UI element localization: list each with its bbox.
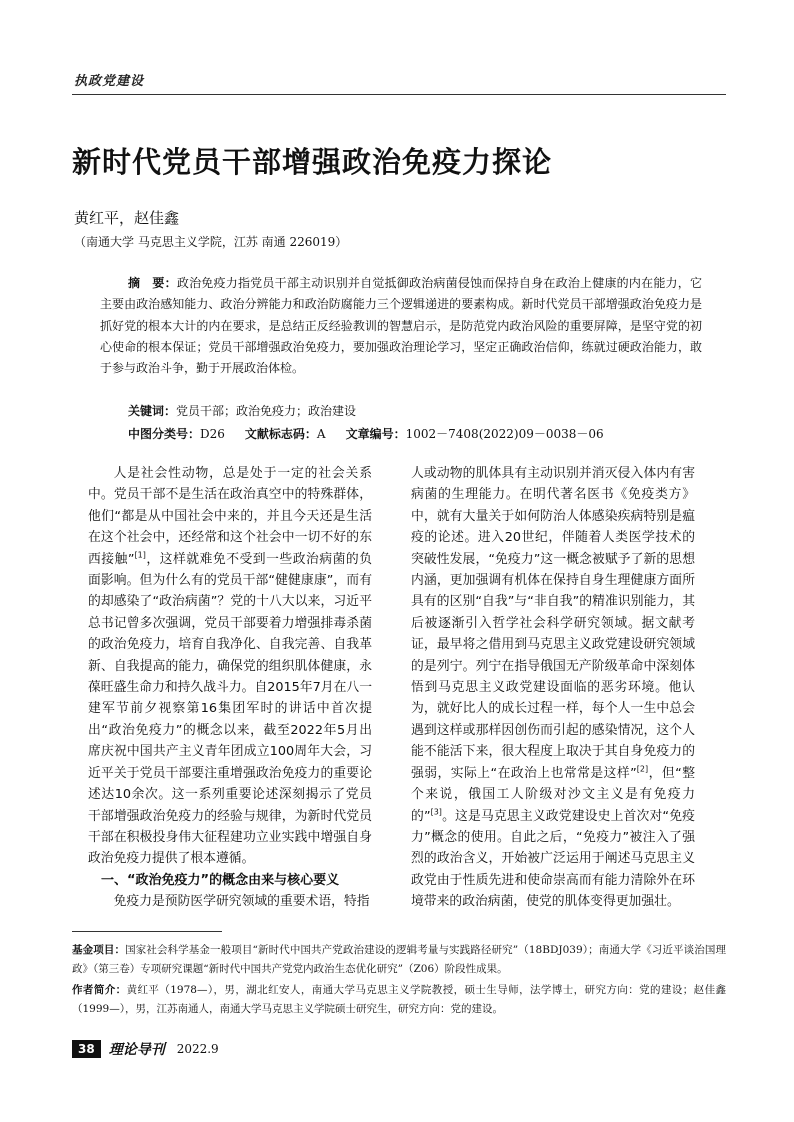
authors: 黄红平，赵佳鑫 bbox=[74, 209, 180, 227]
body-paragraph: 免疫力是预防医学研究领域的重要术语，特指 bbox=[113, 894, 370, 910]
header-rule bbox=[72, 94, 726, 95]
abstract bbox=[100, 273, 702, 379]
citation-ref: [3] bbox=[430, 807, 442, 817]
footnote-author: 作者简介：黄红平（1978—），男，湖北红安人，南通大学马克思主义学院教授，硕士生导师，法学博士，研究方向：党的建设；赵佳鑫（1999—），男，江苏南通人，南通大学马克思主义学院硕士研究生，研究方向：党的建设。 bbox=[72, 984, 727, 1015]
section-heading: 一、“政治免疫力”的概念由来与核心要义 bbox=[101, 872, 340, 888]
abstract-text: 政治免疫力指党员干部主动识别并自觉抵御政治病菌侵蚀而保持自身在政治上健康的内在能力，它主要由政治感知能力、政治分辨能力和政治防腐能力三个逻辑递进的要素构成。新时代党员干部增强政治免疫力是抓好党的根本大计的内在要求，是总结正反经验教训的智慧启示，是防范党内政治风险的重要屏障，是坚守党的初心使命的根本保证；党员干部增强政治免疫力，要加强政治理论学习，坚定正确政治信仰，练就过硬政治能力，敢于参与政治斗争，勤于开展政治体检。 bbox=[100, 276, 702, 376]
section-tag: 执政党建设 bbox=[74, 74, 145, 89]
citation-ref: [2] bbox=[636, 764, 649, 774]
doc-code-label: 文献标志码： bbox=[244, 427, 317, 441]
article-number-value: 1002－7408(2022)09－0038－06 bbox=[405, 427, 604, 441]
doc-code-value: A bbox=[316, 427, 326, 441]
issue-date: 2022.9 bbox=[176, 1042, 219, 1056]
citation-ref: [1] bbox=[134, 550, 146, 560]
keywords-text: 党员干部；政治免疫力；政治建设 bbox=[176, 404, 357, 418]
journal-name: 理论导刊 bbox=[108, 1042, 165, 1058]
classification-line bbox=[128, 425, 604, 442]
body-paragraph: 人或动物的肌体具有主动识别并消灭侵入体内有害病菌的生理能力。在明代著名医书《免疫类方》中，就有大量关于如何防治人体感染疾病特别是瘟疫的论述。进入20世纪，伴随着人类医学技术的突破性发展，“免疫力”这一概念被赋予了新的思想内涵，更加强调有机体在保持自身生理健康方面所具有的区别“自我”与“非自我”的精准识别能力，其后被逐渐引入哲学社会科学研究领域。据文献考证，最早将之借用到马克思主义政党建设研究领域的是列宁。列宁在指导俄国无产阶级革命中深刻体悟到马克思主义政党建设面临的恶劣环境。他认为，就好比人的成长过程一样，每个人一生中总会遇到这样或那样因创伤而引起的感染情况，这个人能不能活下来，很大程度上取决于其自身免疫力的强弱，实际上“在政治上也常常是这样”[2]，但“整个来说，俄国工人阶级对沙文主义是有免疫力的”[3]。这是马克思主义政党建设史上首次对“免疫力”概念的使用。自此之后，“免疫力”被注入了强烈的政治含义，开始被广泛运用于阐述马克思主义政党由于性质先进和使命崇高而有能力清除外在环境带来的政治病菌，使党的肌体变得更加强壮。 bbox=[411, 466, 695, 910]
body-column-right bbox=[411, 463, 695, 913]
keywords-label: 关键词： bbox=[128, 404, 177, 418]
affiliation: （南通大学 马克思主义学院，江苏 南通 226019） bbox=[74, 235, 348, 249]
footnote-rule bbox=[72, 931, 222, 932]
body-paragraph: 人是社会性动物，总是处于一定的社会关系中。党员干部不是生活在政治真空中的特殊群体，他们“都是从中国社会中来的，并且今天还是生活在这个社会中，还经常和这个社会中一切不好的东西接触”[1]，这样就难免不受到一些政治病菌的负面影响。但为什么有的党员干部“健健康康”，而有的却感染了“政治病菌”？党的十八大以来，习近平总书记曾多次强调，党员干部要着力增强排毒杀菌的政治免疫力，培育自我净化、自我完善、自我革新、自我提高的能力，确保党的组织肌体健康，永葆旺盛生命力和持久战斗力。自2015年7月在八一建军节前夕视察第16集团军时的讲话中首次提出“政治免疫力”的概念以来，截至2022年5月出席庆祝中国共产主义青年团成立100周年大会，习近平关于党员干部要注重增强政治免疫力的重要论述达10余次。这一系列重要论述深刻揭示了党员干部增强政治免疫力的经验与规律，为新时代党员干部在积极投身伟大征程建功立业实践中增强自身政治免疫力提供了根本遵循。 bbox=[88, 466, 373, 867]
article-title: 新时代党员干部增强政治免疫力探论 bbox=[72, 145, 553, 179]
page-number: 38 bbox=[72, 1040, 101, 1058]
page-footer bbox=[72, 1040, 219, 1058]
article-number-label: 文章编号： bbox=[345, 427, 406, 441]
abstract-label: 摘 要： bbox=[128, 276, 177, 290]
footnote-fund: 基金项目：国家社会科学基金一般项目“新时代中国共产党政治建设的逻辑考量与实践路径研究”（18BDJ039）；南通大学《习近平谈治国理政》（第三卷）专项研究课题“新时代中国共产党党内政治生态优化研究”（Z06）阶段性成果。 bbox=[72, 944, 727, 975]
clc-value: D26 bbox=[200, 427, 225, 441]
body-column-left bbox=[88, 463, 372, 913]
clc-label: 中图分类号： bbox=[128, 427, 201, 441]
keywords bbox=[128, 402, 356, 419]
